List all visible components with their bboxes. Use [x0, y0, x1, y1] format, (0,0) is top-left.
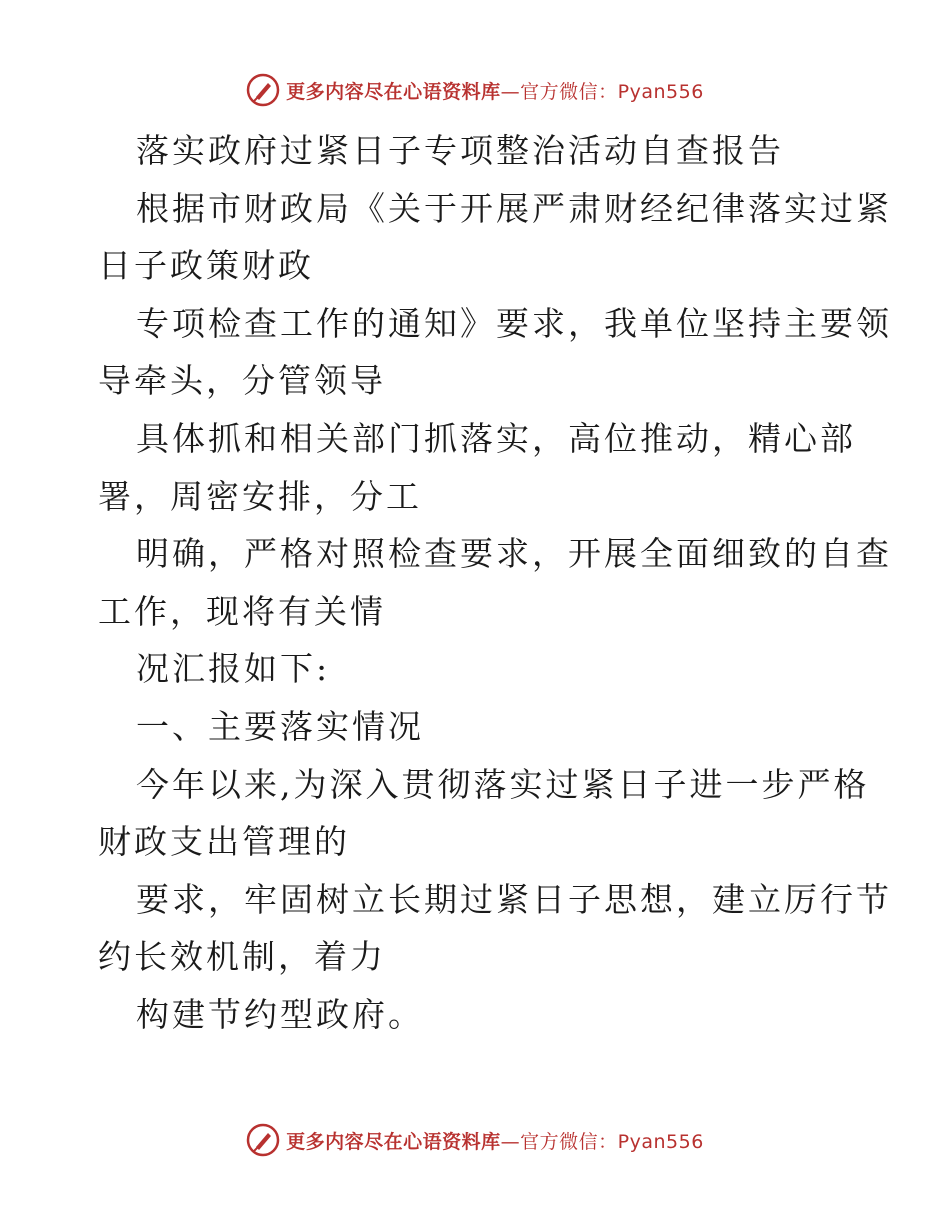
- text-line: 明确，严格对照检查要求，开展全面细致的自查: [136, 534, 892, 574]
- document-title: 落实政府过紧日子专项整治活动自查报告: [136, 131, 784, 170]
- text-line: 日子政策财政: [98, 246, 314, 286]
- watermark-separator: —: [500, 1130, 521, 1153]
- text-line: 今年以来,为深入贯彻落实过紧日子进一步严格: [136, 764, 870, 804]
- logo-icon: [246, 1123, 280, 1157]
- text-line: 导牵头，分管领导: [98, 361, 386, 401]
- text-line: 署，周密安排，分工: [98, 476, 422, 516]
- watermark-separator: —: [500, 80, 521, 103]
- watermark-wechat: 官方微信：Pyan556: [520, 1130, 704, 1153]
- logo-icon: [246, 73, 280, 107]
- text-line: 构建节约型政府。: [136, 994, 424, 1034]
- watermark-main: 更多内容尽在心语资料库: [286, 1130, 501, 1153]
- text-line: 况汇报如下:: [136, 649, 331, 689]
- text-line: 具体抓和相关部门抓落实，高位推动，精心部: [136, 418, 856, 458]
- footer-watermark: [0, 1120, 950, 1160]
- text-line: 工作，现将有关情: [98, 591, 386, 631]
- text-line: 根据市财政局《关于开展严肃财经纪律落实过紧: [136, 188, 892, 228]
- text-line: 约长效机制，着力: [98, 937, 386, 977]
- watermark-main: 更多内容尽在心语资料库: [286, 80, 501, 103]
- watermark-text: [286, 1127, 704, 1154]
- watermark-wechat: 官方微信：Pyan556: [520, 80, 704, 103]
- document-body: [98, 122, 892, 1044]
- watermark-text: [286, 77, 704, 104]
- section-heading: 一、主要落实情况: [136, 706, 424, 746]
- text-line: 专项检查工作的通知》要求，我单位坚持主要领: [136, 303, 892, 343]
- text-line: 要求，牢固树立长期过紧日子思想，建立厉行节: [136, 879, 892, 919]
- header-watermark: [0, 70, 950, 110]
- text-line: 财政支出管理的: [98, 822, 350, 862]
